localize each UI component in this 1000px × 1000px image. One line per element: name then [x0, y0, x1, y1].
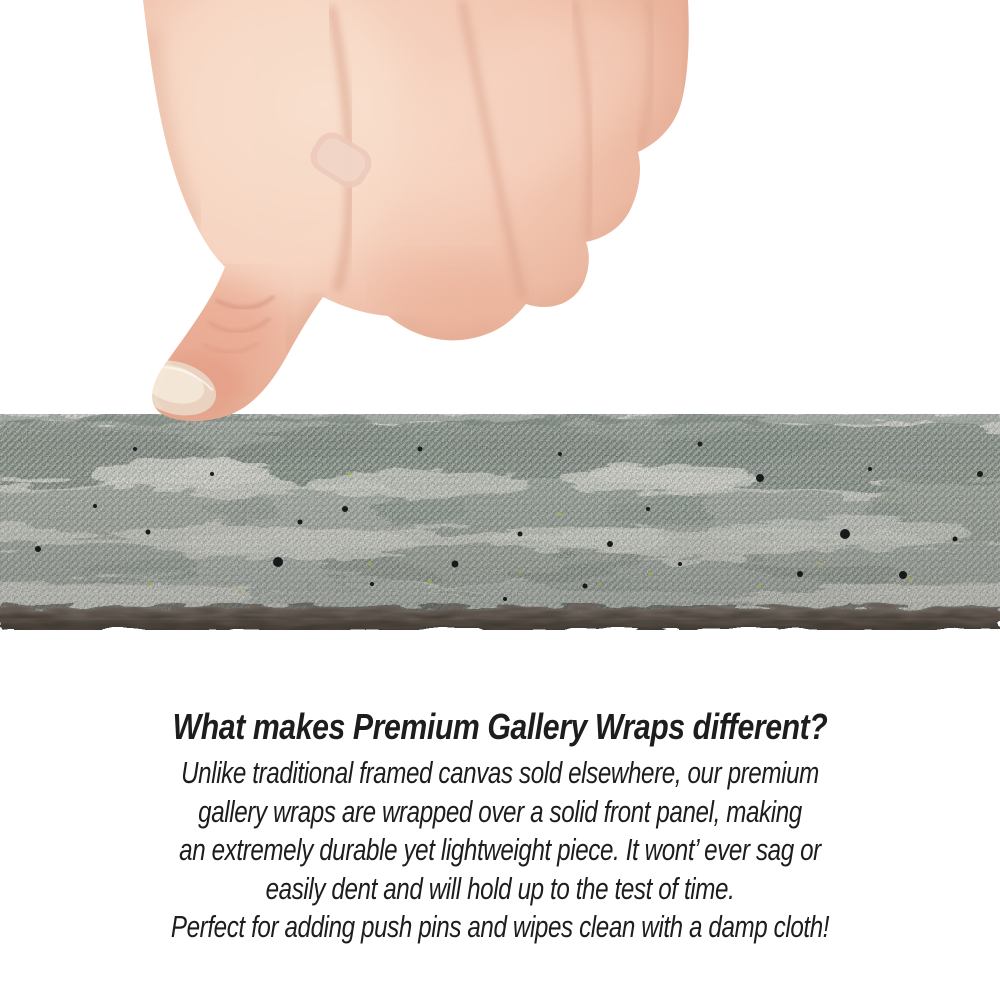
- info-line-5: Perfect for adding push pins and wipes clean with a damp cloth!: [170, 909, 830, 944]
- info-line-1: Unlike traditional framed canvas sold elsewhere, our premium: [181, 755, 819, 790]
- hand-photo: [0, 0, 1000, 430]
- canvas-shading: [0, 414, 1000, 618]
- info-body: [110, 754, 890, 947]
- info-line-4: easily dent and will hold up to the test of time.: [265, 870, 735, 906]
- canvas-edge-photo: [0, 414, 1000, 630]
- marketing-copy: [0, 704, 1000, 947]
- info-heading: What makes Premium Gallery Wraps different?: [172, 706, 828, 747]
- info-line-3: an extremely durable yet lightweight piece. It wont’ ever sag or: [179, 832, 821, 867]
- info-line-2: gallery wraps are wrapped over a solid front panel, making: [198, 793, 802, 829]
- index-blush: [380, 255, 520, 345]
